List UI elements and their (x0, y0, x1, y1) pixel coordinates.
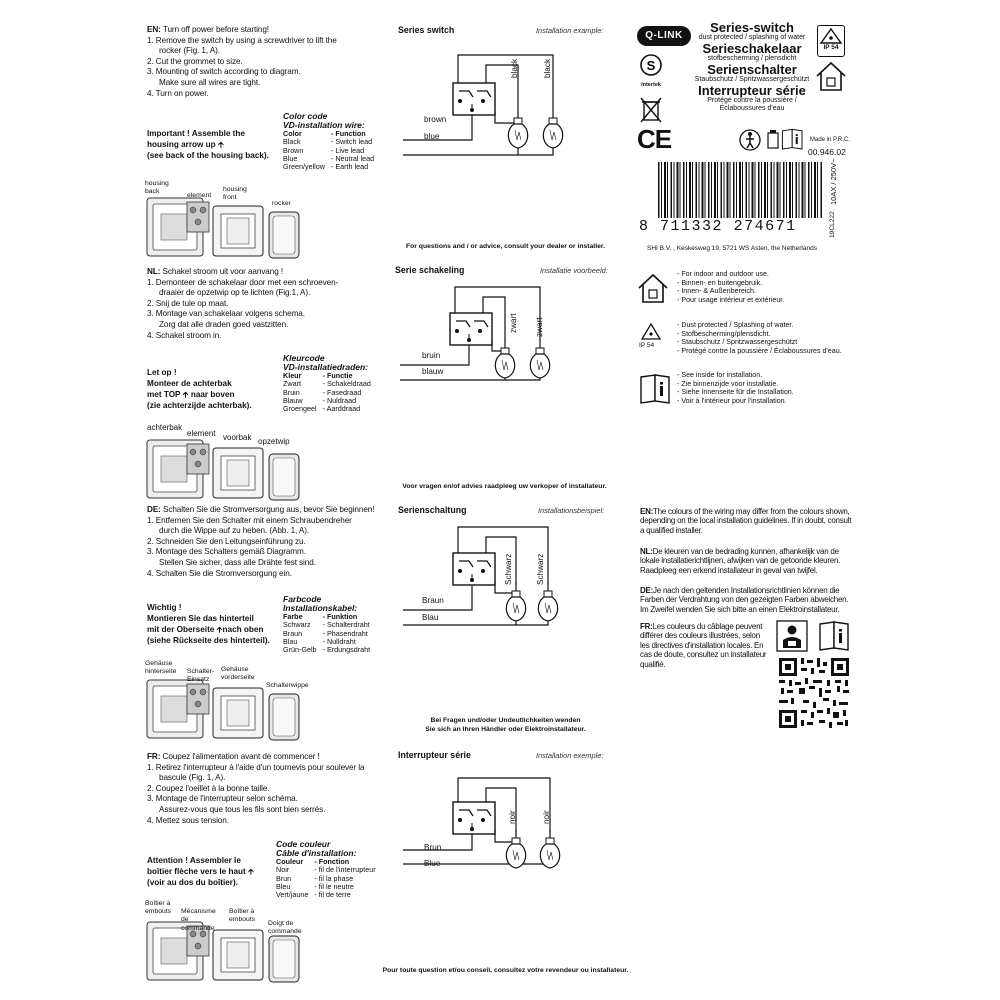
important-line: Monteer de achterbak (147, 379, 232, 388)
cc-row: Schwarz - Schalterdraht (283, 620, 370, 630)
color-code-title: Code couleur (276, 839, 331, 849)
step: 3. Montage des Schalters gemäß Diagramm. (147, 547, 306, 557)
intro: Schakel stroom uit voor aanvang ! (162, 267, 284, 276)
color-code-table (283, 130, 380, 171)
intertek-label: Intertek (641, 82, 661, 88)
qr-code[interactable] (777, 656, 851, 730)
assembly-figure (145, 180, 305, 260)
info-line: - Innen- & Außenbereich. (677, 287, 756, 295)
important-line: (see back of the housing back). (147, 151, 269, 160)
cc-row: Blauw - Nuldraad (283, 395, 357, 405)
wire-label-in: Brun (424, 843, 442, 852)
wire-label-in: Blau (422, 613, 439, 622)
important-line: housing arrow up (147, 140, 216, 149)
step: 2. Schneiden Sie den Leitungseinführung zu. (147, 536, 306, 546)
diagram-example-label: Installationsbeispiel: (538, 506, 605, 515)
cc-head: Color (283, 129, 302, 138)
barcode-digit-group: 8 (639, 218, 650, 235)
product-title: Series-switch (710, 20, 794, 35)
diagram-footer: Voor vragen en/of advies raadpleeg uw verkoper of installateur. (402, 483, 607, 490)
rating: 10AX / 250V~ (829, 158, 838, 205)
cc-head: - Fonction (314, 857, 350, 866)
fig-label: Boîtier à embouts (229, 908, 256, 924)
fig-label: Doigt de commande (268, 920, 302, 936)
step: Stellen Sie sicher, dass alle Drähte fest sind. (159, 557, 316, 567)
lang-label: NL: (147, 267, 161, 276)
cc-row: Grün-Gelb - Erdungsdraht (283, 645, 371, 655)
step: 3. Montage van schakelaar volgens schema. (147, 309, 305, 319)
wire-label-in: blue (424, 132, 440, 141)
step: 4. Turn on power. (147, 88, 209, 98)
important-note (147, 367, 282, 411)
assembly-figure (145, 422, 305, 502)
wire-label-out: black (510, 58, 519, 78)
fig-label: achterbak (147, 423, 183, 432)
info-line: - Dust protected / Splashing of water. (677, 321, 794, 329)
step: bascule (Fig. 1, A). (159, 773, 226, 783)
color-code-table (276, 858, 382, 899)
cc-row: Bleu - fil le neutre (276, 881, 354, 891)
wire-label-out: zwart (535, 317, 544, 337)
manual-icon (781, 128, 803, 152)
color-code (276, 840, 382, 899)
info-line: - Pour usage intérieur et extérieur. (677, 295, 785, 304)
note-text: The colours of the wiring may differ from the colours shown, depending on the local installation guidelines. If in doubt, consult a qualified installer. (640, 507, 852, 535)
important-line: boîtier flèche vers le haut (147, 867, 246, 876)
svg-text:S: S (646, 58, 656, 73)
step: draaier de opzetwip op te lichten (Fig.1, A). (159, 288, 311, 298)
color-code-subtitle: VD-installation wire: (283, 120, 365, 130)
barcode-bars (658, 162, 822, 224)
qr-code-icon (777, 656, 851, 730)
note-lang: EN: (640, 507, 654, 516)
instructions-en (147, 25, 387, 99)
step: Zorg dat alle draden goed vastzitten. (159, 319, 289, 329)
wire-label-out: noir (508, 810, 517, 824)
diagram-footer: For questions and / or advice, consult your dealer or installer. (405, 243, 606, 250)
info-line: - See inside for installation. (677, 371, 763, 379)
cc-head: Couleur (276, 857, 304, 866)
fig-label: Gehäuse hinterseite (145, 660, 177, 676)
made-in: Made in P.R.C. (810, 137, 850, 143)
diagram-footer: Bei Fragen und/oder Undeutlichkeiten wenden (430, 717, 581, 724)
step: 4. Mettez sous tension. (147, 815, 229, 825)
wire-label-out: Schwarz (504, 553, 513, 585)
wiring-schematic (398, 750, 613, 910)
step: 4. Schalten Sie die Stromversorgung ein. (147, 568, 292, 578)
recycle-person-icon (738, 128, 762, 152)
assembly-figure (145, 660, 309, 740)
color-code-subtitle: VD-installatiedraden: (283, 362, 369, 372)
product-subtitle: Protégé contre la poussière / Éclaboussures d'eau (707, 97, 797, 112)
product-subtitle: Staubschutz / Spritzwassergeschützt (694, 76, 810, 83)
step: 1. Retirez l'interrupteur à l'aide d'un tournevis pour soulever la (147, 762, 365, 772)
ce-mark: CE (637, 124, 672, 154)
important-line: Let op ! (147, 368, 177, 377)
info-line: - Protégé contre la poussière / Éclaboussures d'eau. (677, 346, 842, 355)
wire-label-in: blauw (422, 367, 444, 376)
wiring-diagram-en (398, 25, 613, 260)
important-line: Important ! Assemble the (147, 129, 245, 138)
fig-label: Boîtier à embouts (145, 900, 172, 916)
step: 4. Schakel stroom in. (147, 330, 222, 340)
brand-logo: Q-LINK (637, 26, 691, 46)
product-title: Serienschalter (707, 62, 797, 77)
diagram-footer: Sie sich an Ihren Händler oder Elektroinstallateur. (425, 726, 586, 733)
note-lang: DE: (640, 586, 654, 595)
cc-row: Green/yellow - Earth lead (283, 162, 369, 172)
cc-row: Noir - fil de l'interrupteur (276, 865, 376, 875)
step: 1. Demonteer de schakelaar door met een schroeven- (147, 277, 339, 287)
important-line: Attention ! Assembler le (147, 856, 241, 865)
note-text: Les couleurs du câblage peuvent différer des couleurs illustrées, selon les directives d'installation locales. En cas de doute, consultez un installateur qualifié. (640, 622, 767, 669)
fig-label: housing front (223, 186, 247, 202)
fig-label: Schalterwippe (266, 682, 309, 689)
cc-head: - Functie (322, 371, 353, 380)
fig-label: voorbak (223, 433, 252, 442)
note-fr (640, 622, 770, 669)
color-code-subtitle: Installationskabel: (283, 603, 358, 613)
model-code: 19CL222 (829, 211, 836, 238)
installer-icon (776, 620, 808, 652)
note-nl (640, 547, 855, 575)
fig-label: element (187, 192, 212, 199)
step: 1. Remove the switch by using a screwdriver to lift the (147, 35, 337, 45)
ip54-label: IP 54 (823, 44, 839, 51)
important-line: (siehe Rückseite des hinterteil). (147, 636, 270, 645)
important-line: (zie achterzijde achterbak). (147, 401, 252, 410)
step: 2. Coupez l'oeillet à la bonne taille. (147, 783, 270, 793)
cc-head: Kleur (283, 371, 302, 380)
barcode-digit-group: 274671 (733, 218, 797, 235)
important-line: Montieren Sie das hinterteil (147, 614, 254, 623)
fig-label: element (187, 429, 216, 438)
diagram-title: Interrupteur série (398, 750, 471, 760)
important-note (147, 128, 282, 161)
wire-label-out: black (543, 58, 552, 78)
wire-label-in: bruin (422, 351, 441, 360)
note-text: Je nach den geltenden Installationsrichtlinien können die Farben der Verdrahtung von den gezeigten Farben abweichen. Im Zweifel wenden Sie sich bitte an einen Elektroinstallateur. (640, 586, 849, 614)
step: Assurez-vous que tous les fils sont bien serrés. (159, 804, 326, 814)
arrow-up-icon: 🡩 (248, 867, 254, 876)
cc-head: - Funktion (322, 612, 358, 621)
instructions-nl (147, 267, 387, 341)
cc-row: Zwart - Schakeldraad (283, 379, 371, 389)
wire-label-out: noir (542, 810, 551, 824)
fig-label: opzetwip (258, 437, 290, 446)
barcode-digit-group: 711332 (660, 218, 724, 235)
cc-row: Brown - Live lead (283, 145, 365, 155)
info-line: - Zie binnenzijde voor installatie. (677, 379, 779, 388)
ip54-label: IP 54 (639, 342, 655, 349)
intro: Schalten Sie die Stromversorgung aus, bevor Sie beginnen! (163, 505, 375, 514)
info-line: - Voir à l'intérieur pour l'installation. (677, 396, 787, 405)
fig-label: Gehäuse vorderseite (221, 666, 255, 682)
arrow-up-icon: 🡩 (217, 140, 224, 149)
diagram-title: Serienschaltung (398, 505, 467, 515)
lang-label: EN: (147, 25, 161, 34)
note-text: De kleuren van de bedrading kunnen, afhankelijk van de lokale installatierichtlijnen, afwijken van de getoonde kleuren. Raadpleeg een erkend installateur in geval van twijfel. (640, 547, 841, 575)
step: 2. Cut the grommet to size. (147, 56, 243, 66)
barcode-digits (639, 218, 829, 235)
s-mark-icon (638, 53, 664, 77)
step: 1. Entfernen Sie den Schalter mit einem Schraubendreher (147, 515, 352, 525)
company-address: SHI B.V. , Keskesweg 19, 5721 WS Asten, the Netherlands (647, 245, 817, 252)
diagram-title: Series switch (398, 25, 455, 35)
house-icon (815, 60, 847, 92)
cc-head: - Function (330, 129, 366, 138)
product-code: 00.946.02 (808, 147, 846, 157)
product-names (690, 22, 814, 113)
fig-label: Mécanisme de commande (181, 908, 216, 932)
wiring-diagram-de (398, 505, 613, 740)
important-line: (voir au dos du boîtier). (147, 878, 238, 887)
intertek-mark (638, 53, 664, 88)
info-line: - Stofbescherming/plensdicht. (677, 329, 771, 338)
color-code-table (283, 372, 377, 413)
warning-triangle-icon (818, 27, 844, 45)
cc-head: Farbe (283, 612, 303, 621)
important-line: nach oben (222, 625, 264, 634)
note-en (640, 507, 855, 535)
wire-label-out: zwart (509, 313, 518, 333)
note-lang: FR: (640, 622, 653, 631)
cc-row: Blue - Neutral lead (283, 153, 375, 163)
color-code-subtitle: Câble d'installation: (276, 848, 357, 858)
product-title: Serieschakelaar (702, 41, 802, 56)
important-line: mit der Oberseite (147, 625, 215, 634)
wiring-diagram-fr (382, 750, 629, 985)
product-title: Interrupteur série (698, 83, 806, 98)
ip54-warning-icon (641, 323, 661, 341)
instructions-fr (147, 752, 397, 826)
instructions-de (147, 505, 387, 579)
diagram-example-label: Installatie voorbeeld: (540, 266, 608, 275)
wiring-schematic (395, 265, 610, 425)
diagram-title: Serie schakeling (395, 265, 465, 275)
color-code (283, 595, 376, 654)
wiring-schematic (398, 25, 613, 185)
step: 3. Montage de l'interrupteur selon schéma. (147, 794, 298, 804)
intro: Turn off power before starting! (162, 25, 269, 34)
wire-label-out: Schwarz (536, 553, 545, 585)
wire-label-in: brown (424, 115, 447, 124)
color-code-title: Farbcode (283, 594, 322, 604)
wiring-diagram-nl (395, 265, 615, 500)
info-line: - Binnen- en buitengebruik. (677, 278, 763, 287)
lang-label: FR: (147, 752, 161, 761)
step: Make sure all wires are tight. (159, 77, 261, 87)
ip54-badge (817, 25, 845, 57)
wiring-schematic (398, 505, 613, 665)
cc-row: Blau - Nulldraht (283, 636, 356, 646)
color-code-table (283, 613, 376, 654)
note-lang: NL: (640, 547, 653, 556)
cc-row: Braun - Phasendraht (283, 628, 368, 638)
bin-crossed-icon (638, 96, 664, 124)
fig-label: rocker (272, 200, 291, 207)
step: 2. Snij de tule op maat. (147, 298, 229, 308)
important-note (147, 602, 282, 646)
color-code (283, 112, 380, 171)
arrow-up-icon: 🡩 (182, 390, 189, 399)
wire-label-in: Blue (424, 859, 441, 868)
fig-label: housing back (145, 180, 169, 196)
step: 3. Mounting of switch according to diagram. (147, 67, 301, 77)
arrow-up-icon: 🡩 (216, 625, 223, 634)
color-code-title: Kleurcode (283, 353, 325, 363)
manual-icon (639, 373, 671, 405)
diagram-example-label: Installation example: (536, 26, 604, 35)
diagram-footer: Pour toute question et/ou conseil, consultez votre revendeur ou installateur. (382, 967, 629, 974)
important-line: naar boven (190, 390, 235, 399)
cc-row: Bruin - Fasedraad (283, 387, 362, 397)
lang-label: DE: (147, 505, 161, 514)
info-line: - For indoor and outdoor use. (677, 270, 769, 278)
cc-row: Groengeel - Aarddraad (283, 404, 361, 414)
product-subtitle: dust protected / splashing of water (698, 34, 806, 41)
info-line: - Siehe Innenseite für die Installation. (677, 388, 794, 396)
color-code (283, 354, 377, 413)
diagram-example-label: Installation exemple: (536, 751, 604, 760)
cc-row: Brun - fil la phase (276, 873, 354, 883)
important-line: met TOP (147, 390, 181, 399)
cc-row: Black - Switch lead (283, 137, 373, 147)
product-subtitle: stofbescherming / plensdicht (707, 55, 797, 62)
intro: Coupez l'alimentation avant de commencer ! (162, 752, 320, 761)
house-indoor-outdoor-icon (637, 272, 669, 304)
note-de (640, 586, 855, 614)
important-note (147, 855, 282, 888)
cc-row: Vert/jaune - fil de terre (276, 890, 351, 900)
step: rocker (Fig. 1, A). (159, 46, 220, 56)
fig-label: Schalter-Einsatz (187, 668, 215, 684)
assembly-figure (145, 900, 305, 990)
battery-icon (766, 130, 780, 150)
color-code-title: Color code (283, 111, 328, 121)
step: durch die Wippe auf zu heben. (Abb. 1, A). (159, 526, 310, 536)
info-line: - Staubschutz / Spritzwassergeschützt (677, 338, 798, 346)
manual-icon (818, 620, 852, 654)
wire-label-in: Braun (422, 596, 444, 605)
important-line: Wichtig ! (147, 603, 182, 612)
